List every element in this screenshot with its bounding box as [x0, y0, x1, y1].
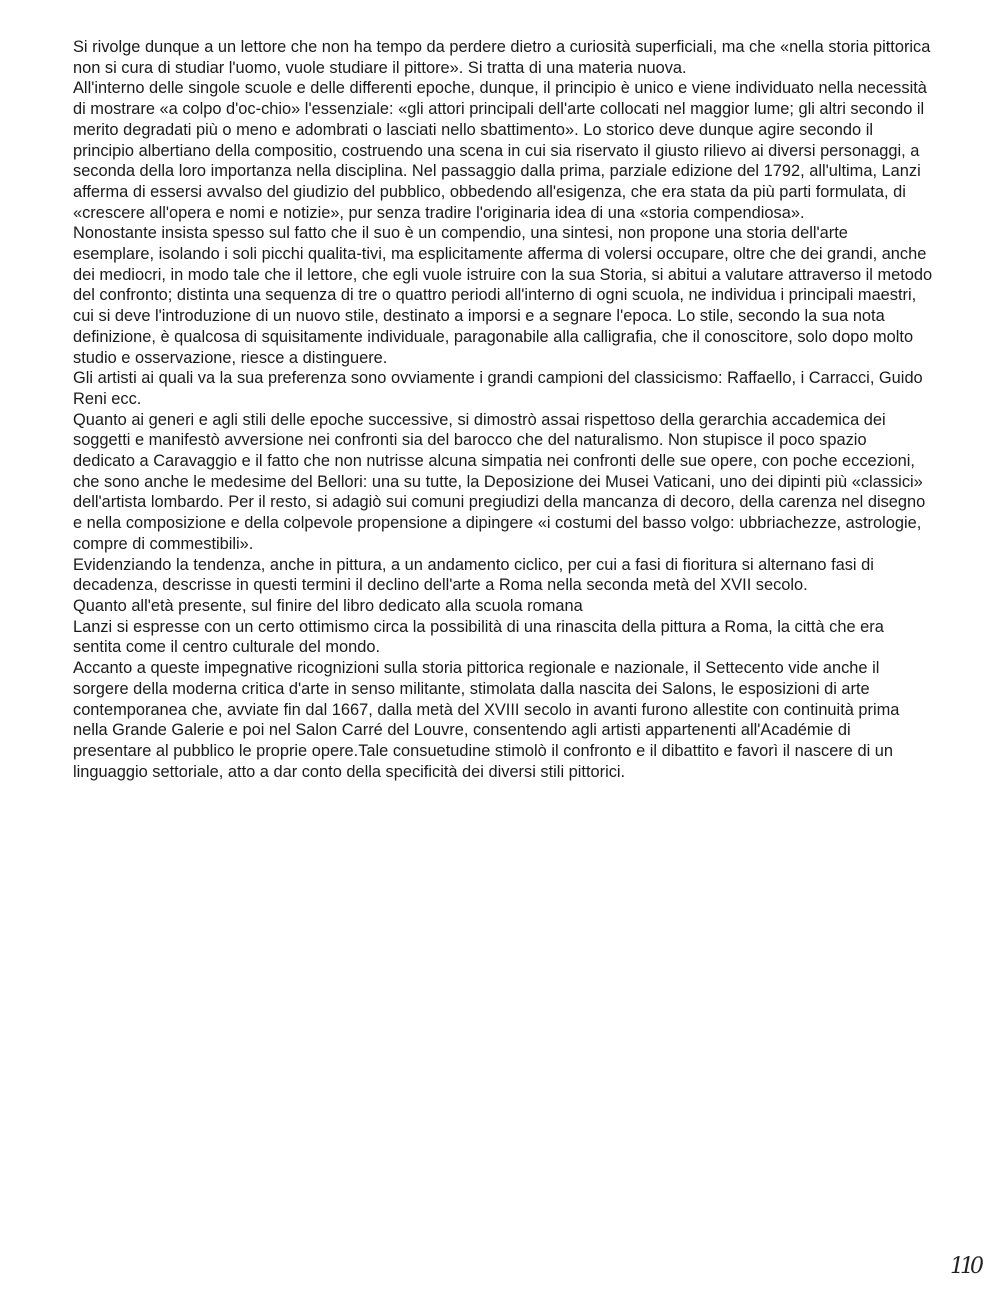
- paragraph: Lanzi si espresse con un certo ottimismo circa la possibilità di una rinascita della pittura a Roma, la città che era sentita come il centro culturale del mondo.: [73, 617, 884, 657]
- paragraph: Accanto a queste impegnative ricognizioni sulla storia pittorica regionale e nazionale, il Settecento vide anche il sorgere della moderna critica d'arte in senso militante, stimolata dalla nascita dei Salons, le esposizioni di arte contemporanea che, avviate fin dal 1667, dalla metà del XVIII secolo in avanti furono allestite con continuità prima nella Grande Galerie e poi nel Salon Carré del Louvre, consentendo agli artisti appartenenti all'Académie di presentare al pubblico le proprie opere.Tale consuetudine stimolò il confronto e il dibattito e favorì il nascere di un linguaggio settoriale, atto a dar conto della specificità dei diversi stili pittorici.: [73, 659, 900, 781]
- page-number: 110: [950, 1254, 980, 1279]
- paragraph: Si rivolge dunque a un lettore che non ha tempo da perdere dietro a curiosità superficiali, ma che «nella storia pittorica non si cura di studiar l'uomo, vuole studiare il pittore». Si tratta di una materia nuova.: [73, 38, 931, 77]
- paragraph: Gli artisti ai quali va la sua preferenza sono ovviamente i grandi campioni del classicismo: Raffaello, i Carracci, Guido Reni ecc.: [73, 369, 923, 408]
- document-body: [73, 37, 933, 782]
- paragraph: Evidenziando la tendenza, anche in pittura, a un andamento ciclico, per cui a fasi di fioritura si alternano fasi di decadenza, descrisse in questi termini il declino dell'arte a Roma nella seconda metà del XVII secolo.: [73, 555, 874, 595]
- paragraph: All'interno delle singole scuole e delle differenti epoche, dunque, il principio è unico e viene individuato nella necessità di mostrare «a colpo d'oc-chio» l'essenziale: «gli attori principali dell'arte collocati nel maggior lume; gli altri secondo il merito degradati più o meno e adombrati o lasciati nello sbattimento». Lo storico deve dunque agire secondo il principio albertiano della compositio, costruendo una scena in cui sia riservato il giusto rilievo ai diversi personaggi, a seconda della loro importanza nella disciplina. Nel passaggio dalla prima, parziale edizione del 1792, all'ultima, Lanzi afferma di essersi avvalso del giudizio del pubblico, obbedendo all'esigenza, che era stata da più parti formulata, di «crescere all'opera e nomi e notizie», pur senza tradire l'originaria idea di una «storia compendiosa».: [73, 79, 927, 222]
- paragraph: Quanto all'età presente, sul finire del libro dedicato alla scuola romana: [73, 596, 583, 615]
- paragraph: Quanto ai generi e agli stili delle epoche successive, si dimostrò assai rispettoso della gerarchia accademica dei soggetti e manifestò avversione nei confronti sia del barocco che del naturalismo. Non stupisce il poco spazio dedicato a Caravaggio e il fatto che non nutrisse alcuna simpatia nei confronti delle sue opere, con poche eccezioni, che sono anche le medesime del Bellori: una su tutte, la Deposizione dei Musei Vaticani, uno dei dipinti più «classici» dell'artista lombardo. Per il resto, si adagiò sui comuni pregiudizi della mancanza di decoro, della carenza nel disegno e nella composizione e della colpevole propensione a dipingere «i costumi del basso volgo: ubbriachezze, astrologie, compre di commestibili».: [73, 410, 926, 553]
- paragraph: Nonostante insista spesso sul fatto che il suo è un compendio, una sintesi, non propone una storia dell'arte esemplare, isolando i soli picchi qualita-tivi, ma esplicitamente afferma di volersi occupare, oltre che dei grandi, anche dei mediocri, in modo tale che il lettore, che egli vuole istruire con la sua Storia, si abitui a valutare attraverso il metodo del confronto; distinta una sequenza di tre o quattro periodi all'interno di ogni scuola, ne individua i principali maestri, cui si deve l'introduzione di un nuovo stile, destinato a imporsi e a segnare l'epoca. Lo stile, secondo la sua nota definizione, è qualcosa di squisitamente individuale, paragonabile alla calligrafia, che il conoscitore, solo dopo molto studio e osservazione, riesce a distinguere.: [73, 224, 933, 367]
